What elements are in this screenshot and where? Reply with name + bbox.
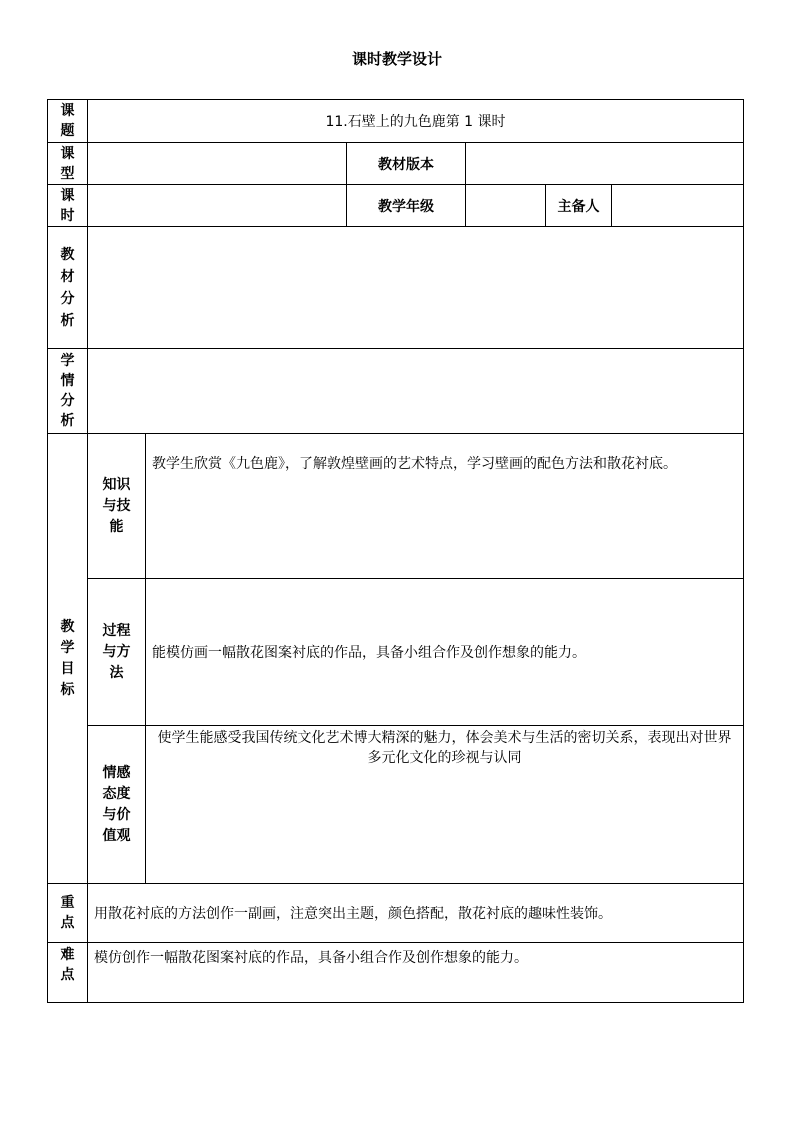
page-title: 课时教学设计 bbox=[351, 50, 442, 68]
lesson-type-label: 课 型 bbox=[47, 142, 88, 185]
student-analysis-label: 学 情 分 析 bbox=[47, 348, 88, 434]
grade-value bbox=[465, 184, 546, 227]
topic-text: 11.石壁上的九色鹿第 1 课时 bbox=[325, 114, 506, 130]
emotion-values-text: 使学生能感受我国传统文化艺术博大精深的魅力，体会美术与生活的密切关系，表现出对世界多元化文化的珍视与认同 bbox=[145, 725, 744, 884]
knowledge-skills-label: 知识 与技 能 bbox=[87, 433, 146, 579]
process-methods-label: 过程 与方 法 bbox=[87, 578, 146, 726]
period-value bbox=[87, 184, 347, 227]
difficulties-text: 模仿创作一幅散花图案衬底的作品，具备小组合作及创作想象的能力。 bbox=[87, 942, 744, 1003]
preparer-label: 主备人 bbox=[545, 184, 612, 227]
textbook-edition-label: 教材版本 bbox=[346, 142, 466, 185]
difficulties-label: 难 点 bbox=[47, 942, 88, 1003]
knowledge-skills-text: 教学生欣赏《九色鹿》，了解敦煌壁画的艺术特点，学习壁画的配色方法和散花衬底。 bbox=[145, 433, 744, 579]
student-analysis-value bbox=[87, 348, 744, 434]
topic-value bbox=[87, 99, 744, 143]
objectives-label: 教 学 目 标 bbox=[47, 433, 88, 884]
topic-label: 课 题 bbox=[47, 99, 88, 143]
textbook-analysis-label: 教 材 分 析 bbox=[47, 226, 88, 349]
textbook-analysis-value bbox=[87, 226, 744, 349]
preparer-value bbox=[611, 184, 744, 227]
grade-label: 教学年级 bbox=[346, 184, 466, 227]
process-methods-text: 能模仿画一幅散花图案衬底的作品，具备小组合作及创作想象的能力。 bbox=[145, 578, 744, 726]
lesson-plan-table bbox=[47, 99, 744, 1003]
period-label: 课 时 bbox=[47, 184, 88, 227]
textbook-edition-value bbox=[465, 142, 744, 185]
key-points-label: 重 点 bbox=[47, 883, 88, 943]
key-points-text: 用散花衬底的方法创作一副画，注意突出主题，颜色搭配，散花衬底的趣味性装饰。 bbox=[87, 883, 744, 943]
lesson-type-value bbox=[87, 142, 347, 185]
emotion-values-label: 情感 态度 与价 值观 bbox=[87, 725, 146, 884]
